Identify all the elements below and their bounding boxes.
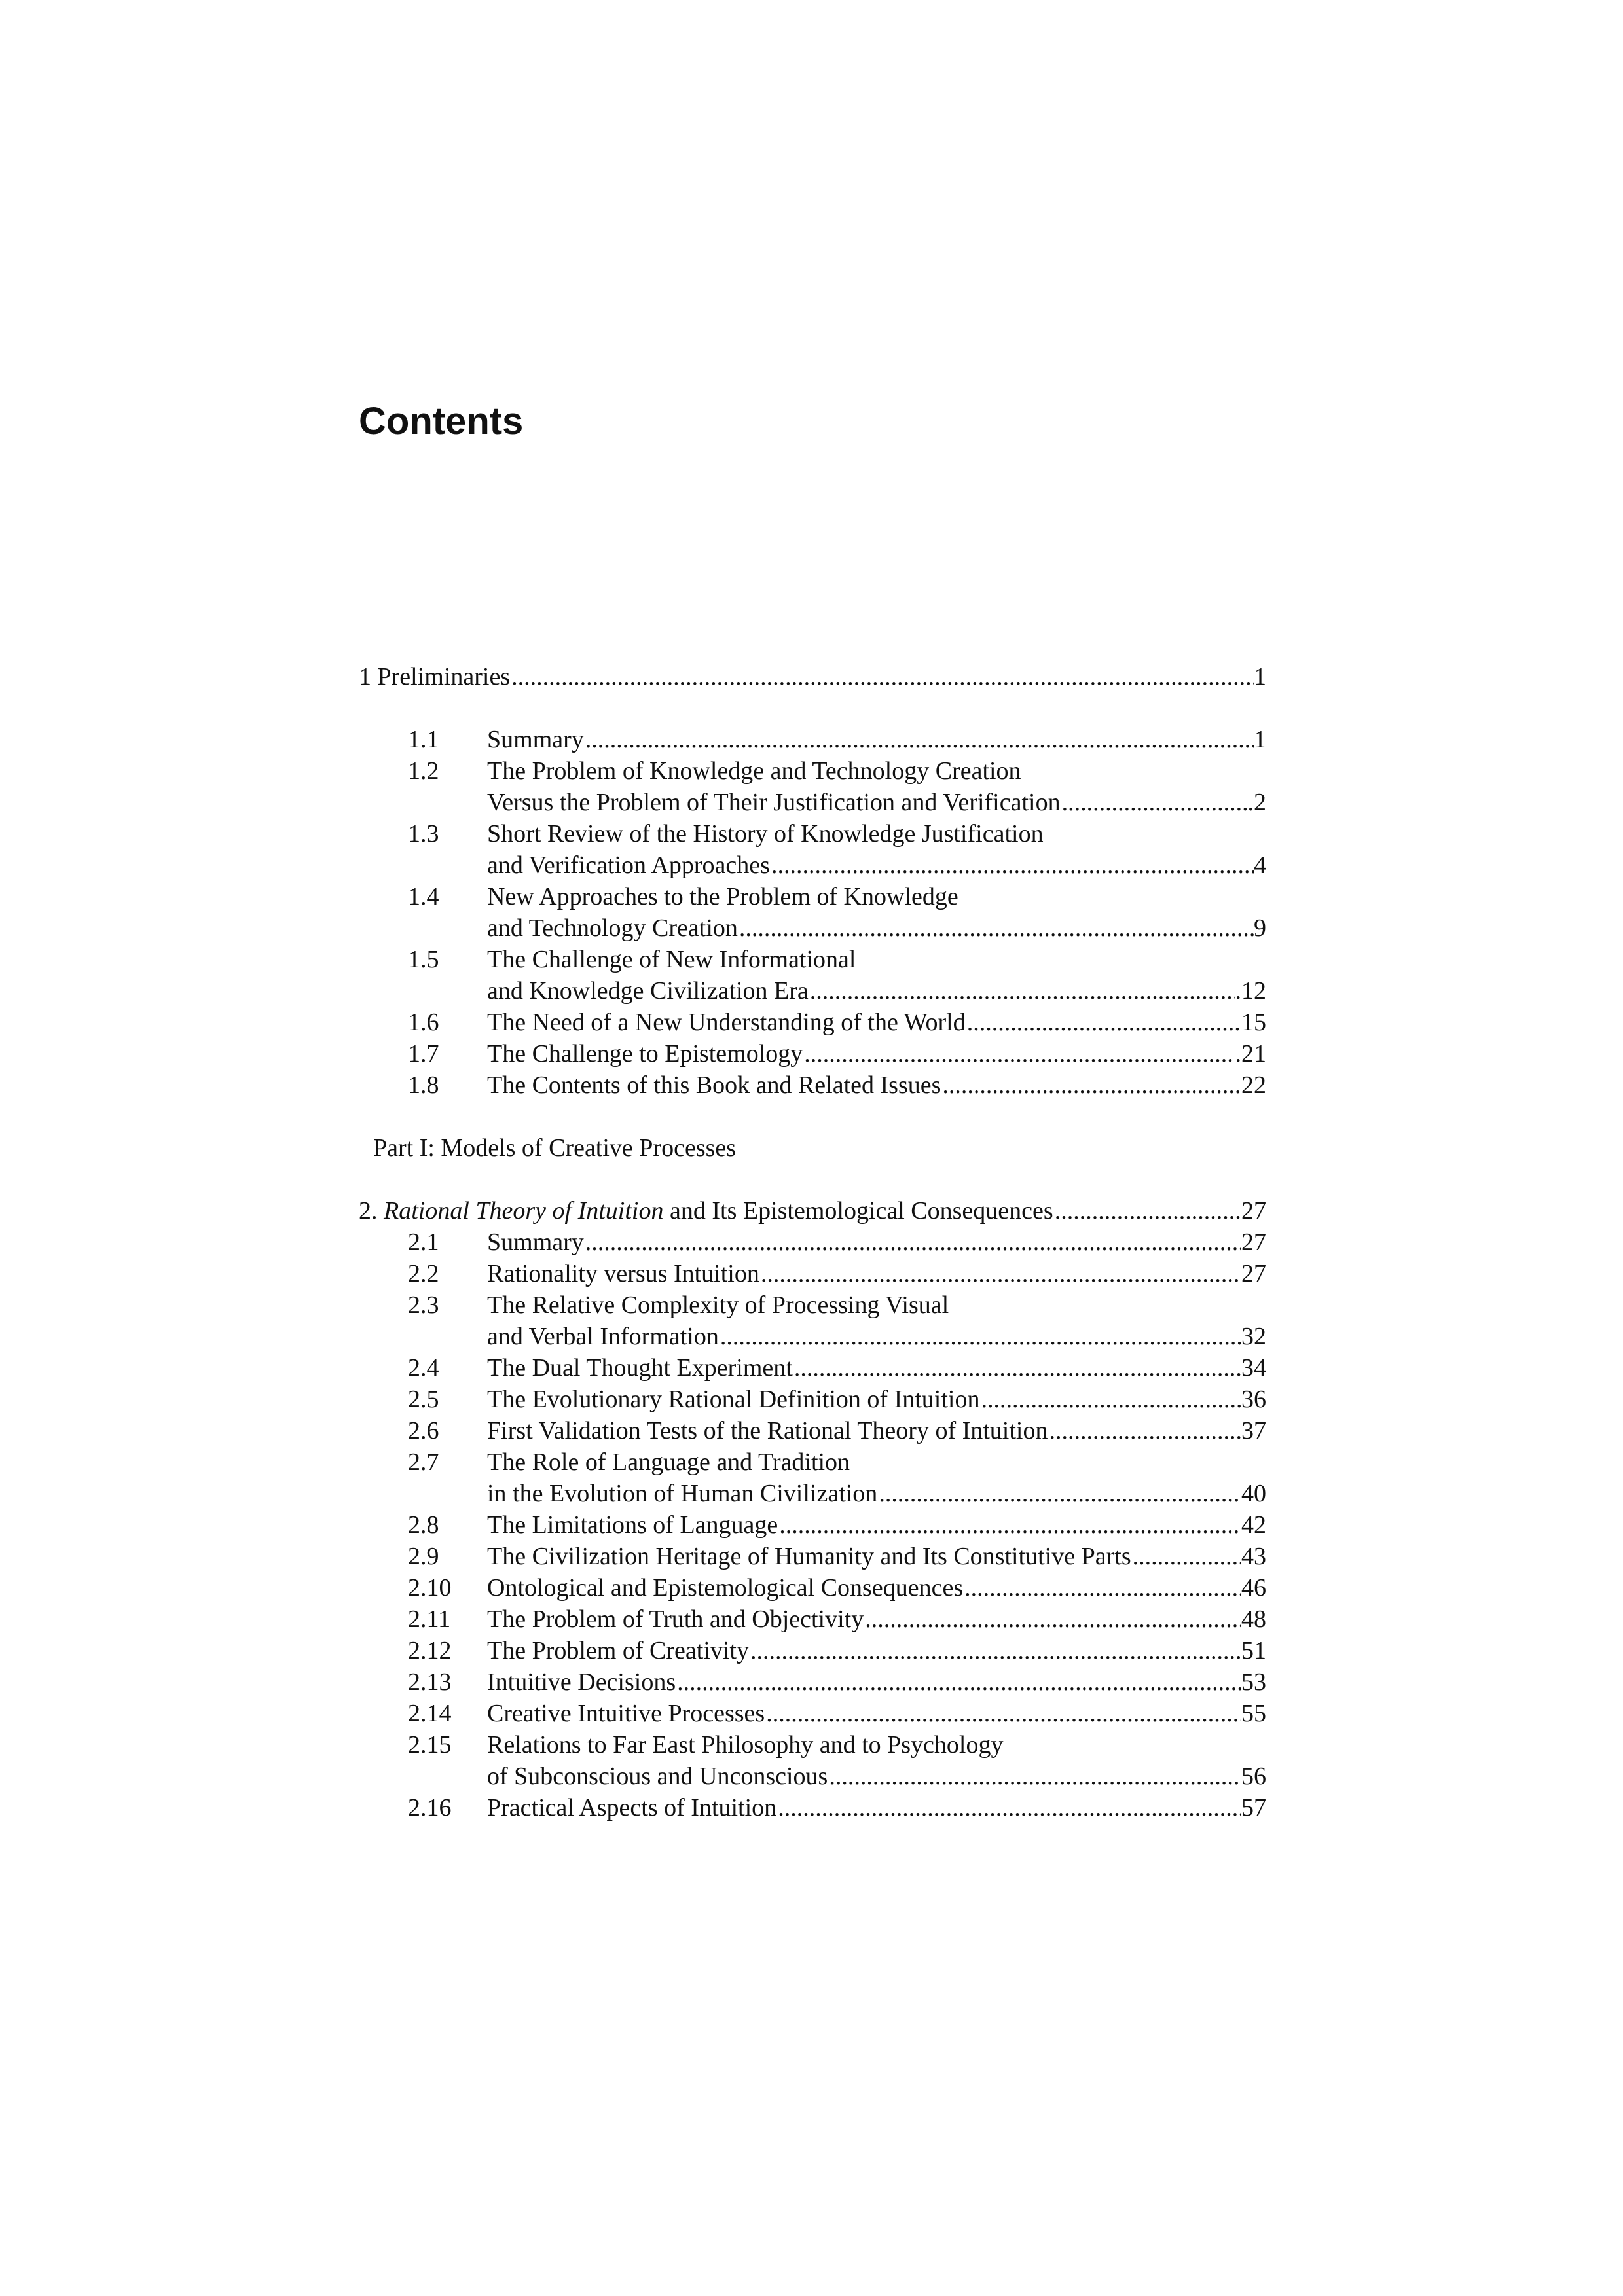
- toc-entry-line: [359, 755, 1266, 787]
- section-title: Rationality versus Intuition: [487, 1260, 759, 1287]
- toc-entry-line: [359, 1635, 1266, 1666]
- dot-leader: [963, 1572, 1241, 1604]
- toc-entry-line: [359, 975, 1266, 1007]
- section-title: Creative Intuitive Processes: [487, 1700, 765, 1727]
- section-title: and Verification Approaches: [487, 852, 770, 879]
- chapter-1-sections: [359, 724, 1266, 1101]
- section-title: The Evolutionary Rational Definition of Intuition: [487, 1386, 980, 1413]
- section-title: and Knowledge Civilization Era: [487, 977, 809, 1005]
- chapter-2-title-rest: and Its Epistemological Consequences: [663, 1197, 1053, 1225]
- section-title: Intuitive Decisions: [487, 1668, 676, 1696]
- toc-entry-line: [359, 1698, 1266, 1729]
- section-title: New Approaches to the Problem of Knowledge: [487, 883, 958, 910]
- section-title: The Civilization Heritage of Humanity and Its Constitutive Parts: [487, 1543, 1131, 1570]
- section-title: in the Evolution of Human Civilization: [487, 1480, 878, 1507]
- dot-leader: [738, 912, 1254, 944]
- toc-entry-line: [359, 818, 1266, 850]
- toc-entry-line: [359, 1541, 1266, 1572]
- section-title: Relations to Far East Philosophy and to Psychology: [487, 1731, 1004, 1759]
- chapter-2-title: [359, 1195, 1053, 1227]
- toc-entry-line: [359, 850, 1266, 881]
- section-number: 2.11: [408, 1605, 451, 1633]
- chapter-1-page: 1: [1254, 663, 1266, 691]
- section-page: .21: [1235, 1040, 1266, 1067]
- dot-leader: [759, 1258, 1241, 1289]
- section-number: 2.15: [408, 1731, 452, 1759]
- chapter-2-prefix: 2.: [359, 1197, 384, 1225]
- dot-leader: [941, 1069, 1241, 1101]
- section-page: 27: [1241, 1260, 1266, 1287]
- section-number: 1.1: [408, 726, 439, 753]
- section-title: Ontological and Epistemological Consequences: [487, 1574, 964, 1602]
- section-page: 1: [1254, 726, 1266, 753]
- dot-leader: [803, 1038, 1235, 1069]
- section-page: 57: [1241, 1794, 1266, 1821]
- section-title: The Dual Thought Experiment: [487, 1354, 793, 1382]
- section-number: 1.4: [408, 883, 439, 910]
- section-page: 51: [1241, 1637, 1266, 1664]
- toc-entry-line: [359, 1321, 1266, 1352]
- toc-entry-line: [359, 1227, 1266, 1258]
- part-1-title: Part I: Models of Creative Processes: [373, 1134, 737, 1162]
- section-page: 27: [1241, 1229, 1266, 1256]
- dot-leader: [765, 1698, 1241, 1729]
- toc-entry-line: [359, 912, 1266, 944]
- toc-entry-line: [359, 1509, 1266, 1541]
- section-title: Practical Aspects of Intuition: [487, 1794, 777, 1821]
- dot-leader: [979, 1384, 1241, 1415]
- section-title: The Relative Complexity of Processing Visual: [487, 1291, 949, 1319]
- dot-leader: [749, 1635, 1241, 1666]
- table-of-contents: [359, 661, 1266, 1823]
- section-title: The Problem of Truth and Objectivity: [487, 1605, 864, 1633]
- section-page: 22: [1241, 1071, 1266, 1099]
- section-page: .12: [1235, 977, 1266, 1005]
- toc-entry-line: [359, 787, 1266, 818]
- dot-leader: [584, 1227, 1241, 1258]
- section-title: Versus the Problem of Their Justification and Verification: [487, 789, 1061, 816]
- section-number: 2.3: [408, 1291, 439, 1319]
- toc-entry-line: [359, 1384, 1266, 1415]
- section-title: The Challenge to Epistemology: [487, 1040, 803, 1067]
- section-page: 40: [1241, 1480, 1266, 1507]
- section-page: 32: [1241, 1323, 1266, 1350]
- section-page: 36: [1241, 1386, 1266, 1413]
- section-title: Short Review of the History of Knowledge Justification: [487, 820, 1044, 848]
- section-title: The Role of Language and Tradition: [487, 1448, 850, 1476]
- section-number: 2.16: [408, 1794, 452, 1821]
- section-title: The Need of a New Understanding of the World: [487, 1009, 966, 1036]
- section-number: 2.10: [408, 1574, 452, 1602]
- section-number: 2.5: [408, 1386, 439, 1413]
- section-page: 9: [1254, 914, 1266, 942]
- section-page: 15: [1241, 1009, 1266, 1036]
- toc-entry-line: [359, 1258, 1266, 1289]
- section-number: 1.5: [408, 946, 439, 973]
- section-title: Summary: [487, 1229, 584, 1256]
- section-number: 1.2: [408, 757, 439, 785]
- chapter-1-entry: [359, 661, 1266, 692]
- section-number: 2.9: [408, 1543, 439, 1570]
- section-number: 2.12: [408, 1637, 452, 1664]
- chapter-2-page: 27: [1241, 1197, 1266, 1225]
- section-number: 2.8: [408, 1511, 439, 1539]
- dot-leader: [877, 1478, 1241, 1509]
- toc-entry-line: [359, 881, 1266, 912]
- section-page: .2: [1247, 789, 1266, 816]
- part-1-heading: [359, 1132, 1266, 1164]
- section-number: 1.8: [408, 1071, 439, 1099]
- section-title: of Subconscious and Unconscious: [487, 1763, 828, 1790]
- dot-leader: [809, 975, 1235, 1007]
- toc-entry-line: [359, 1069, 1266, 1101]
- toc-entry-line: [359, 1007, 1266, 1038]
- section-number: 2.2: [408, 1260, 439, 1287]
- dot-leader: [778, 1509, 1241, 1541]
- section-page: 37: [1241, 1417, 1266, 1444]
- dot-leader: [776, 1792, 1241, 1823]
- chapter-2-sections: [359, 1227, 1266, 1823]
- dot-leader: [966, 1007, 1241, 1038]
- section-title: First Validation Tests of the Rational Theory of Intuition: [487, 1417, 1048, 1444]
- section-page: 4: [1254, 852, 1266, 879]
- toc-entry-line: [359, 1604, 1266, 1635]
- toc-entry-line: [359, 1352, 1266, 1384]
- dot-leader: [793, 1352, 1241, 1384]
- section-page: 43: [1241, 1543, 1266, 1570]
- dot-leader: [864, 1604, 1241, 1635]
- dot-leader: [770, 850, 1254, 881]
- section-number: 1.3: [408, 820, 439, 848]
- section-number: 1.7: [408, 1040, 439, 1067]
- section-page: 42: [1241, 1511, 1266, 1539]
- toc-entry-line: [359, 1415, 1266, 1446]
- dot-leader: [510, 661, 1254, 692]
- dot-leader: [719, 1321, 1241, 1352]
- dot-leader: [1131, 1541, 1241, 1572]
- chapter-2-entry: [359, 1195, 1266, 1227]
- toc-entry-line: [359, 944, 1266, 975]
- section-page: 55: [1241, 1700, 1266, 1727]
- section-page: 48: [1241, 1605, 1266, 1633]
- section-title: The Problem of Knowledge and Technology Creation: [487, 757, 1021, 785]
- section-page: 34: [1241, 1354, 1266, 1382]
- toc-entry-line: [359, 1038, 1266, 1069]
- section-title: The Challenge of New Informational: [487, 946, 856, 973]
- toc-entry-line: [359, 1729, 1266, 1761]
- dot-leader: [676, 1666, 1241, 1698]
- section-number: 2.7: [408, 1448, 439, 1476]
- toc-entry-line: [359, 1792, 1266, 1823]
- dot-leader: [1061, 787, 1248, 818]
- section-title: and Verbal Information: [487, 1323, 719, 1350]
- toc-entry-line: [359, 1446, 1266, 1478]
- section-number: 2.13: [408, 1668, 452, 1696]
- page-title: Contents: [359, 400, 524, 442]
- section-number: 1.6: [408, 1009, 439, 1036]
- section-page: 53: [1241, 1668, 1266, 1696]
- dot-leader: [1053, 1195, 1241, 1227]
- toc-entry-line: [359, 1289, 1266, 1321]
- chapter-1-title: 1 Preliminaries: [359, 663, 511, 691]
- section-number: 2.4: [408, 1354, 439, 1382]
- toc-entry-line: [359, 1761, 1266, 1792]
- toc-entry-line: [359, 1478, 1266, 1509]
- dot-leader: [1048, 1415, 1241, 1446]
- dot-leader: [828, 1761, 1241, 1792]
- toc-entry-line: [359, 1666, 1266, 1698]
- section-number: 2.6: [408, 1417, 439, 1444]
- section-title: The Problem of Creativity: [487, 1637, 749, 1664]
- section-title: The Limitations of Language: [487, 1511, 778, 1539]
- section-page: 56: [1241, 1763, 1266, 1790]
- section-number: 2.1: [408, 1229, 439, 1256]
- section-number: 2.14: [408, 1700, 452, 1727]
- toc-entry-line: [359, 724, 1266, 755]
- toc-entry-line: [359, 1572, 1266, 1604]
- dot-leader: [584, 724, 1254, 755]
- section-title: and Technology Creation: [487, 914, 738, 942]
- section-title: The Contents of this Book and Related Issues: [487, 1071, 941, 1099]
- chapter-2-italic-title: Rational Theory of Intuition: [384, 1197, 664, 1225]
- section-page: 46: [1241, 1574, 1266, 1602]
- section-title: Summary: [487, 726, 584, 753]
